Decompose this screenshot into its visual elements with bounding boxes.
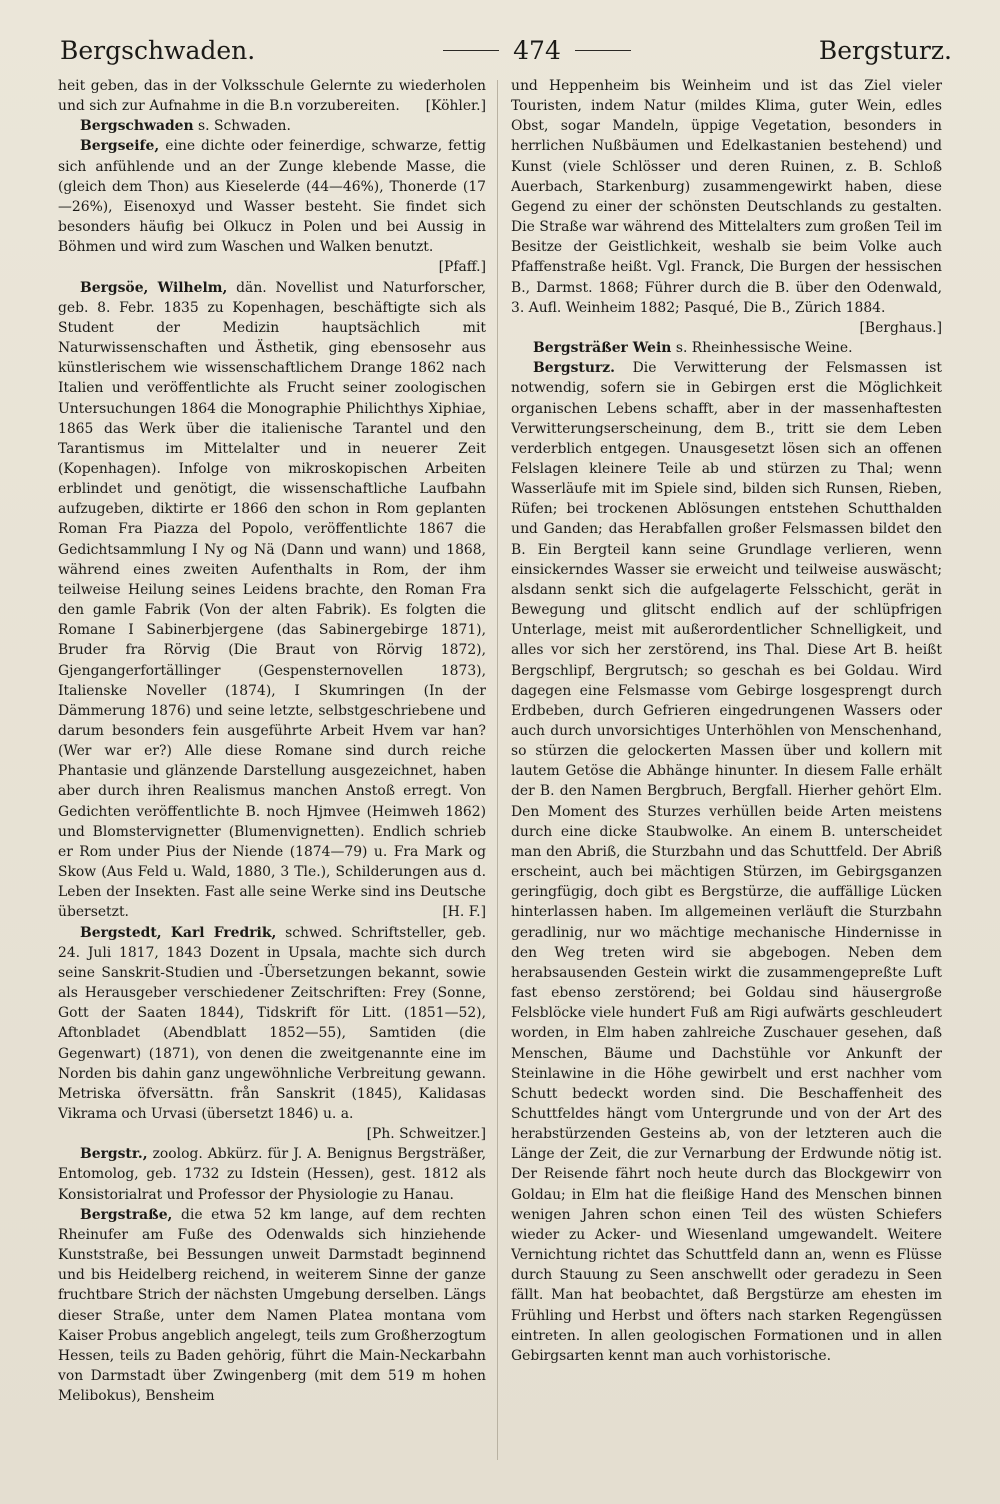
article-entry [58, 278, 486, 923]
entry-text: heit geben, das in der Volksschule Gelernte zu wiederholen und sich zur Aufnahme in die B.n vorzubereiten. [58, 78, 486, 115]
page-header [60, 30, 952, 70]
running-head-left: Bergschwaden. [60, 35, 256, 65]
article-entry [58, 1144, 486, 1204]
entry-lemma: Bergsträßer Wein [533, 340, 672, 357]
author-signature: [Köhler.] [425, 98, 486, 115]
article-entry [58, 923, 486, 1145]
entry-text: s. Rheinhessische Weine. [675, 340, 853, 357]
article-entry [511, 338, 942, 358]
entry-lemma: Bergstraße, [80, 1206, 173, 1223]
entry-lemma: Bergseife, [80, 138, 160, 155]
column-divider [497, 80, 498, 1460]
entry-text: dän. Novellist und Naturforscher, geb. 8. Febr. 1835 zu Kopenhagen, beschäftigte sich als Student der Medizin hauptsächlich mit Naturwissenschaften und Ästhetik, ging ebensosehr aus künstlerischem wie wissenschaftlichem Drange 1862 nach Italien und veröffentlichte als Frucht seiner zoologischen Untersuchungen 1864 die Monographie Philichthys Xiphiae, 1865 das Werk über die italienische Tarantel und den Tarantismus im Mittelalter und in neuerer Zeit (Kopenhagen). Infolge von mikroskopischen Arbeiten erblindet und genötigt, die wissenschaftliche Laufbahn aufzugeben, diktirte er 1866 den schon in Rom geplanten Roman Fra Piazza del Popolo, veröffentlichte 1867 die Gedichtsammlung I Ny og Nä (Dann und wann) und 1868, während eines zweiten Aufenthalts in Rom, der ihm teilweise Heilung seines Leidens brachte, den Roman Fra den gamle Fabrik (Von der alten Fabrik). Es folgten die Romane I Sabinerbjergene (das Sabinergebirge 1871), Bruder fra Rörvig (Die Braut von Rörvig 1872), Gjengangerfortällinger (Gespensternovellen 1873), Italienske Noveller (1874), I Skumringen (In der Dämmerung 1876) und seine letzte, selbstgeschriebene und darum besonders fein ausgeführte Arbeit Hvem var han? (Wer war er?) Alle diese Romane sind durch reiche Phantasie und glänzende Darstellung ausgezeichnet, haben aber durch ihren Realismus manchen Anstoß erregt. Von Gedichten veröffentlichte B. noch Hjmvee (Heimweh 1862) und Blomstervignetter (Blumenvignetten). Endlich schrieb er Rom under Pius der Niende (1874—79) u. Fra Mark og Skow (Aus Feld u. Wald, 1880, 3 Tle.), Schilderungen aus d. Leben der Insekten. Fast alle seine Werke sind ins Deutsche übersetzt. [58, 279, 486, 921]
entry-text: eine dichte oder feinerdige, schwarze, fettig sich anfühlende und an der Zunge klebende Masse, die (gleich dem Thon) aus Kieselerde (44—46%), Thonerde (17—26%), Eisenoxyd und Wasser besteht. Sie findet sich besonders häufig bei Olkucz in Polen und bei Aussig in Böhmen und wird zum Waschen und Walken benutzt. [58, 138, 486, 256]
article-entry [511, 76, 942, 338]
entry-text: Die Verwitterung der Felsmassen ist notwendig, sofern sie in Gebirgen erst die Möglichkeit organischen Lebens schafft, aber in der massenhaftesten Verwitterungserscheinung, dem B., tritt sie dem Leben verderblich entgegen. Unausgesetzt lösen sich an offenen Felslagen kleinere Teile ab und stürzen zu Thal; wenn Wasserläufe mit im Spiele sind, bilden sich Runsen, Rieben, Rüfen; bei trockenen Ablösungen entstehen Schutthalden und Ganden; das Herabfallen großer Felsmassen bildet den B. Ein Bergteil kann seine Grundlage verlieren, wenn einsickerndes Wasser sie erweicht und teilweise auswäscht; alsdann senkt sich die aufgelagerte Felsschicht, gerät in Bewegung und glitscht endlich auf der schlüpfrigen Unterlage, meist mit außerordentlicher Schnelligkeit, und alles vor sich her zerstörend, ins Thal. Diese Art B. heißt Bergschlipf, Bergrutsch; so geschah es bei Goldau. Wird dagegen eine Felsmasse vom Gebirge losgesprengt durch Erdbeben, durch Gefrieren eingedrungenen Wassers oder auch durch unvorsichtiges Unterhöhlen von Menschenhand, so stürzen die gelockerten Massen über und kollern mit lautem Getöse die Abhänge hinunter. In diesem Falle erhält der B. den Namen Bergbruch, Bergfall. Hierher gehört Elm. Den Moment des Sturzes verhüllen beide Arten meistens durch eine dicke Staubwolke. An einem B. unterscheidet man den Abriß, die Sturzbahn und das Schuttfeld. Der Abriß erscheint, auch bei mächtigen Stürzen, im Gebirgsganzen geringfügig, doch gibt es Bergstürze, die auffällige Lücken hinterlassen haben. Im allgemeinen verläuft die Sturzbahn geradlinig, nur wo mächtige mechanische Hindernisse in den Weg treten wird sie abgebogen. Neben dem herabsausenden Gestein wirkt die zusammengepreßte Luft fast ebenso zerstörend; bei Goldau sind häusergroße Felsblöcke viele hundert Fuß am Rigi aufwärts geschleudert worden, in Elm haben zahlreiche Zuschauer gesehen, daß Menschen, Bäume und Dachstühle vor Ankunft der Steinlawine in die Höhe gewirbelt und erst nachher vom Schutt bedeckt worden sind. Die Beschaffenheit des Schuttfeldes hängt vom Untergrunde und von der Art des herabstürzenden Gesteins ab, von der letzteren auch die Länge der Zeit, die zur Vernarbung der Erdwunde nötig ist. Der Reisende fährt noch heute durch das Blockgewirr von Goldau; in Elm hat die fleißige Hand des Menschen binnen wenigen Jahren schon einen Teil des wüsten Schiefers wieder zu Acker- und Wiesenland umgewandelt. Weitere Vernichtung richtet das Schuttfeld dann an, wenn es Flüsse durch Stauung zu Seen anschwellt oder geradezu in Seen fällt. Man hat beobachtet, daß Bergstürze am ehesten im Frühling und Herbst und öfters nach starken Regengüssen eintreten. In allen geologischen Formationen und in allen Gebirgsarten kennt man auch vorhistorische. [511, 360, 942, 1364]
entry-text: schwed. Schriftsteller, geb. 24. Juli 1817, 1843 Dozent in Upsala, machte sich durch seine Sanskrit-Studien und -Übersetzungen bekannt, sowie als Herausgeber verschiedener Zeitschriften: Frey (Sonne, Gott der Saaten 1844), Tidskrift för Litt. (1851—52), Aftonbladet (Abendblatt 1852—55), Samtiden (die Gegenwart) (1871), von denen die zweitgenannte eine im Norden bis dahin ganz ungewöhnliche Verbreitung gewann. Metriska öfversättn. från Sanskrit (1845), Kalidasas Vikrama och Urvasi (übersetzt 1846) u. a. [58, 924, 486, 1122]
entry-text: s. Schwaden. [198, 118, 291, 135]
dash-left [443, 50, 499, 51]
article-entry [511, 358, 942, 1366]
entry-lemma: Bergstedt, Karl Fredrik, [80, 924, 277, 941]
right-column [511, 76, 942, 1461]
entry-lemma: Bergsöe, Wilhelm, [80, 279, 228, 296]
entry-lemma: Bergschwaden [80, 118, 194, 135]
entry-lemma: Bergsturz. [533, 360, 615, 377]
left-column [58, 76, 486, 1461]
entry-text: zoolog. Abkürz. für J. A. Benignus Bergsträßer, Entomolog, geb. 1732 zu Idstein (Hessen), gest. 1812 als Konsistorialrat und Professor der Physiologie zu Hanau. [58, 1146, 486, 1203]
author-signature: [Ph. Schweitzer.] [366, 1126, 486, 1143]
article-entry [58, 76, 486, 116]
dash-right [575, 50, 631, 51]
article-entry [58, 136, 486, 277]
author-signature: [H. F.] [442, 904, 486, 921]
running-head-right: Bergsturz. [818, 35, 952, 65]
author-signature: [Berghaus.] [859, 319, 942, 336]
author-signature: [Pfaff.] [438, 259, 486, 276]
entry-lemma: Bergstr., [80, 1146, 148, 1163]
article-entry [58, 116, 486, 136]
page-number-block [443, 36, 631, 65]
page-number: 474 [513, 35, 561, 65]
entry-text: die etwa 52 km lange, auf dem rechten Rheinufer am Fuße des Odenwalds sich hinziehende Kunststraße, bei Bessungen unweit Darmstadt beginnend und bis Heidelberg reichend, in weiterem Sinne der ganze fruchtbare Strich der nächsten Umgebung derselben. Längs dieser Straße, unter dem Namen Platea montana vom Kaiser Probus angeblich angelegt, teils zum Großherzogtum Hessen, teils zu Baden gehörig, führt die Main-Neckarbahn von Darmstadt über Zwingenberg (mit dem 519 m hohen Melibokus), Bensheim [58, 1206, 486, 1405]
entry-text: und Heppenheim bis Weinheim und ist das Ziel vieler Touristen, indem Natur (mildes Klima, guter Wein, edles Obst, sogar Mandeln, üppige Vegetation, besonders in herrlichen Nußbäumen und Edelkastanien bestehend) und Kunst (viele Schlösser und deren Ruinen, z. B. Schloß Auerbach, Starkenburg) zusammengewirkt haben, diese Gegend zu einer der schönsten Deutschlands zu gestalten. Die Straße war während des Mittelalters zum großen Teil im Besitze der Geistlichkeit, weshalb sie beim Volke auch Pfaffenstraße heißt. Vgl. Franck, Die Burgen der hessischen B., Darmst. 1868; Führer durch die B. über den Odenwald, 3. Aufl. Weinheim 1882; Pasqué, Die B., Zürich 1884. [511, 78, 942, 316]
article-entry [58, 1205, 486, 1407]
